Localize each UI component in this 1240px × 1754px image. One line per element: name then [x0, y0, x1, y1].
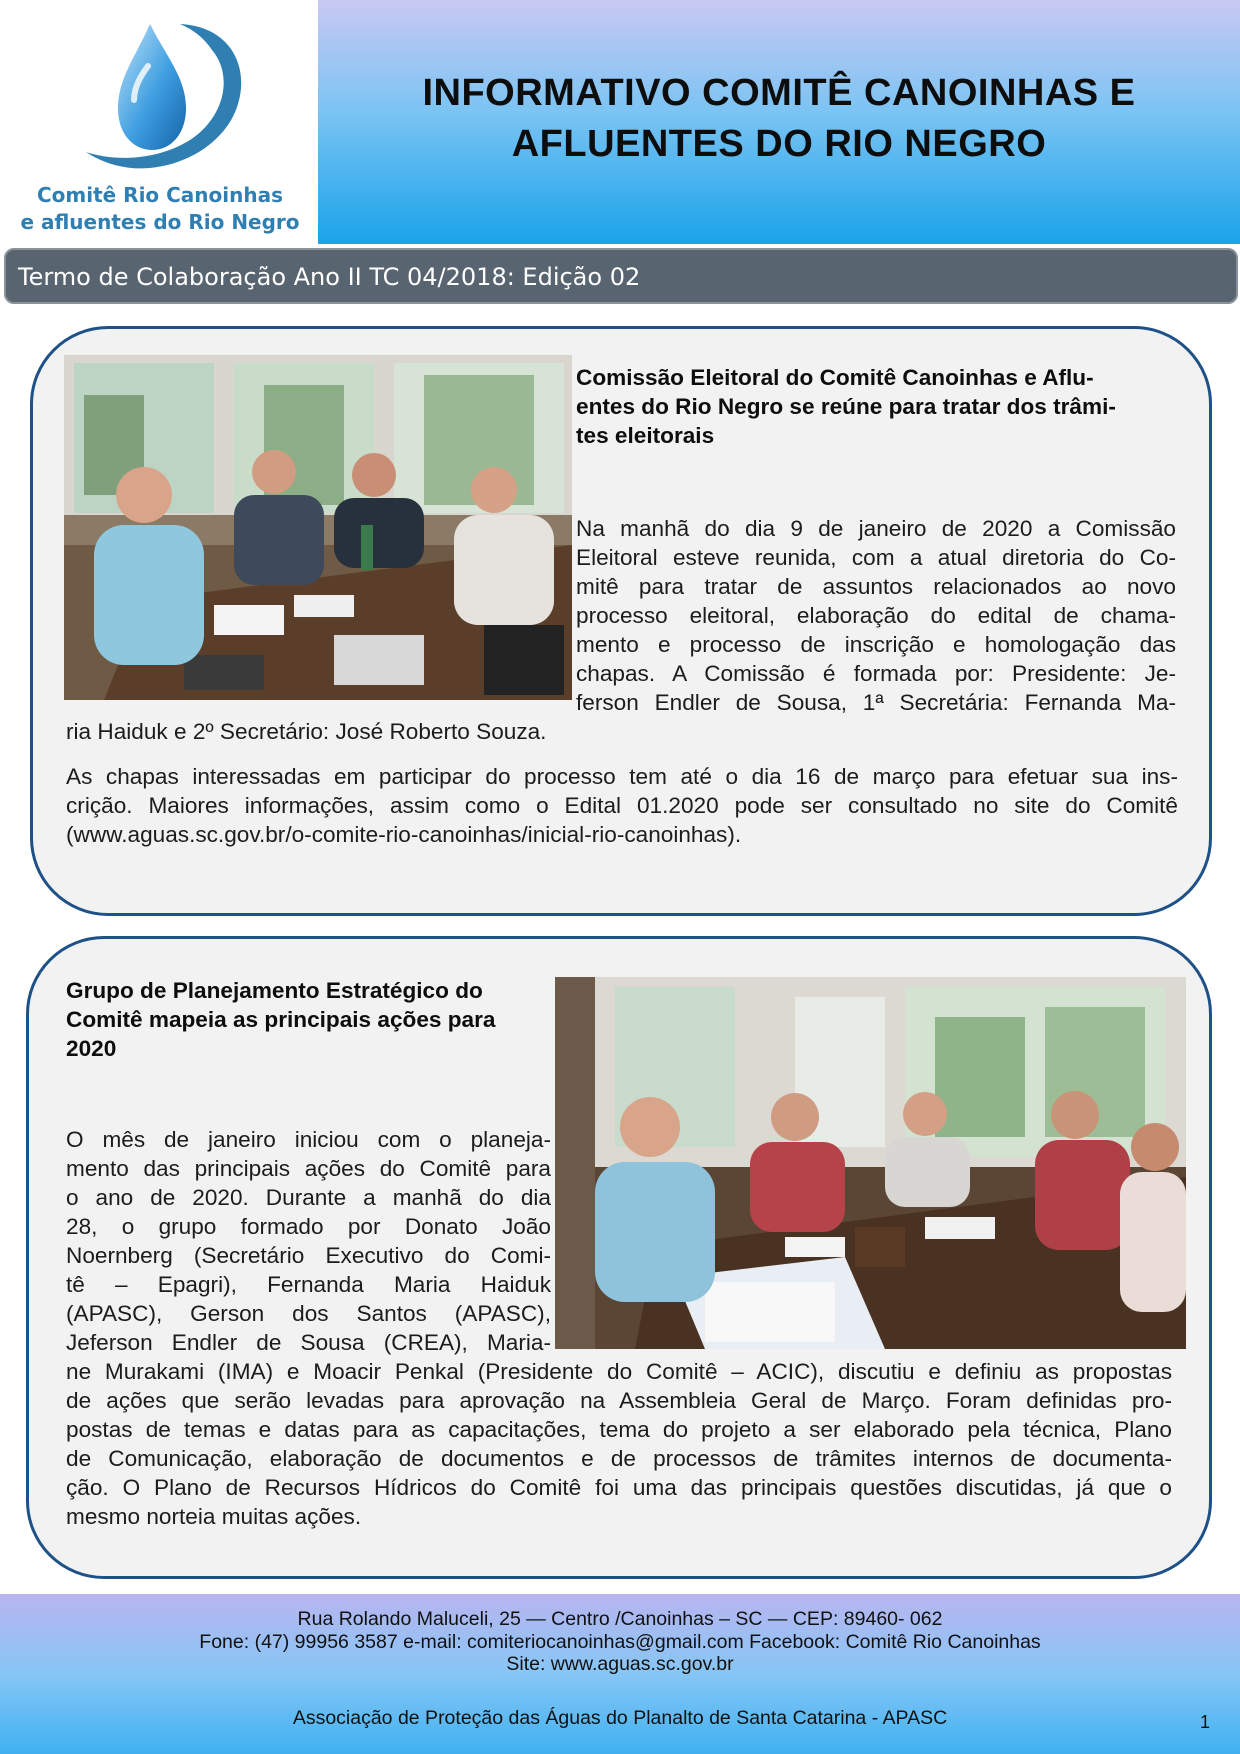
article1-headline-line: entes do Rio Negro se reúne para tratar dos trâmi-	[576, 394, 1116, 419]
article2-text-line: ção. O Plano de Recursos Hídricos do Comitê foi uma das principais questões discutidas, já que o	[66, 1475, 1172, 1500]
article1-paragraph1	[576, 514, 1176, 717]
article1-text-line: As chapas interessadas em participar do processo tem até o dia 16 de março para efetuar sua ins-	[66, 764, 1178, 789]
article1-paragraph1-end	[66, 717, 1178, 746]
article2-text-line: ne Murakami (IMA) e Moacir Penkal (Presidente do Comitê – ACIC), discutiu e definiu as propostas	[66, 1359, 1172, 1384]
article1-text-line: crição. Maiores informações, assim como o Edital 01.2020 pode ser consultado no site do Comitê	[66, 793, 1178, 818]
article2-headline-line: 2020	[66, 1036, 117, 1061]
article2-text-line: o ano de 2020. Durante a manhã do dia	[66, 1185, 551, 1210]
water-drop-logo-icon	[78, 16, 258, 176]
page-title	[318, 68, 1240, 170]
article2-text-line: de ações que serão levadas para aprovação na Assembleia Geral de Março. Foram definidas pro-	[66, 1388, 1172, 1413]
edition-label: Termo de Colaboração Ano II TC 04/2018: Edição 02	[18, 263, 641, 291]
title-band	[318, 0, 1240, 244]
footer-organization: Associação de Proteção das Águas do Planalto de Santa Catarina - APASC	[292, 1707, 948, 1729]
logo-text-line2: e afluentes do Rio Negro	[20, 210, 300, 234]
article2-text-line: Jeferson Endler de Sousa (CREA), Maria-	[66, 1330, 551, 1355]
logo-text-line1: Comitê Rio Canoinhas	[36, 183, 284, 207]
page-title-line1: INFORMATIVO COMITÊ CANOINHAS E	[422, 72, 1136, 114]
page-header	[0, 0, 1240, 244]
article1-text-line: Na manhã do dia 9 de janeiro de 2020 a Comissão	[576, 516, 1176, 541]
footer-site: Site: www.aguas.sc.gov.br	[506, 1653, 734, 1675]
article1-paragraph2	[66, 762, 1178, 849]
article2-text-line: mento das principais ações do Comitê para	[66, 1156, 551, 1181]
page-title-line2: AFLUENTES DO RIO NEGRO	[511, 123, 1047, 165]
article1-text-line: mitê para tratar de assuntos relacionados ao novo	[576, 574, 1176, 599]
page-number: 1	[1199, 1712, 1210, 1732]
meeting-photo-1	[64, 355, 572, 700]
article2-text-line: Noernberg (Secretário Executivo do Comi-	[66, 1243, 551, 1268]
article2-text-line: O mês de janeiro iniciou com o planeja-	[66, 1127, 551, 1152]
article1-text-line: Eleitoral esteve reunida, com a atual diretoria do Co-	[576, 545, 1176, 570]
edition-banner	[4, 248, 1238, 304]
article2-headline	[66, 976, 556, 1063]
article2-paragraph	[66, 1125, 551, 1357]
article2-paragraph-continued	[66, 1357, 1172, 1531]
article1-headline-line: tes eleitorais	[576, 423, 715, 448]
article1-headline-line: Comissão Eleitoral do Comitê Canoinhas e Aflu-	[576, 365, 1094, 390]
footer-address: Rua Rolando Maluceli, 25 — Centro /Canoinhas – SC — CEP: 89460- 062	[297, 1608, 943, 1630]
article2-text-line: tê – Epagri), Fernanda Maria Haiduk	[66, 1272, 551, 1297]
article1-text-line: mento e processo de inscrição e homologação das	[576, 632, 1176, 657]
article1-text-line: chapas. A Comissão é formada por: Presidente: Je-	[576, 661, 1176, 686]
article2-text-line: mesmo norteia muitas ações.	[66, 1504, 362, 1529]
article2-headline-line: Comitê mapeia as principais ações para	[66, 1007, 496, 1032]
page-footer	[0, 1594, 1240, 1754]
article2-text-line: de Comunicação, elaboração de documentos e de processos de trâmites internos de documenta-	[66, 1446, 1172, 1471]
meeting-photo-2	[555, 977, 1186, 1349]
article1-text-line: processo eleitoral, elaboração do edital de chama-	[576, 603, 1176, 628]
article2-headline-line: Grupo de Planejamento Estratégico do	[66, 978, 483, 1003]
footer-contact: Fone: (47) 99956 3587 e-mail: comiteriocanoinhas@gmail.com Facebook: Comitê Rio Canoinhas	[199, 1630, 1041, 1653]
article2-text-line: postas de temas e datas para as capacitações, tema do projeto a ser elaborado pela técnica, Plano	[66, 1417, 1172, 1442]
article1-text-line: ria Haiduk e 2º Secretário: José Roberto Souza.	[66, 719, 547, 744]
article1-headline	[576, 363, 1180, 450]
logo	[0, 0, 318, 244]
article2-text-line: (APASC), Gerson dos Santos (APASC),	[66, 1301, 551, 1326]
article1-text-line: (www.aguas.sc.gov.br/o-comite-rio-canoinhas/inicial-rio-canoinhas).	[66, 822, 742, 847]
article1-text-line: ferson Endler de Sousa, 1ª Secretária: Fernanda Ma-	[576, 690, 1176, 715]
article2-text-line: 28, o grupo formado por Donato João	[66, 1214, 551, 1239]
